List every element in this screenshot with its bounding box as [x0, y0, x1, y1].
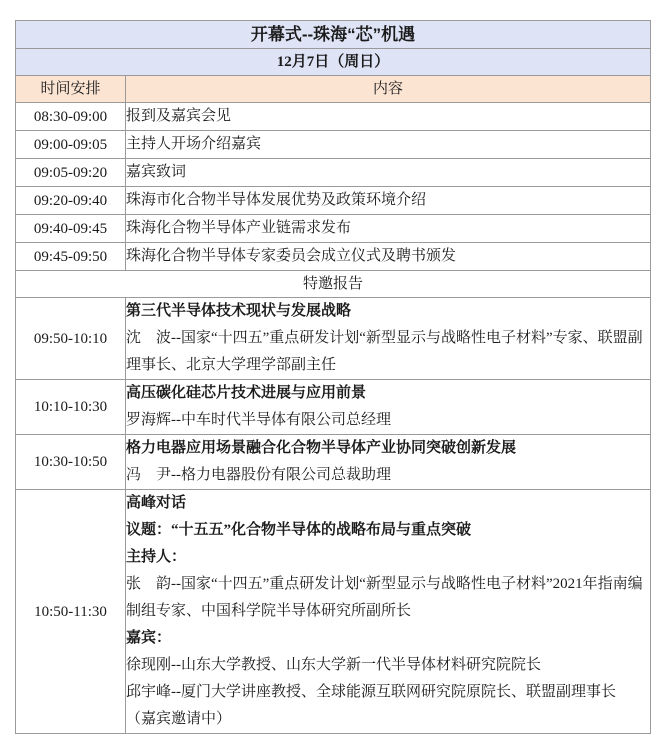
content-cell — [126, 243, 651, 271]
content-line: 冯 尹--格力电器股份有限公司总裁助理 — [126, 467, 391, 483]
column-header-row — [16, 76, 651, 103]
content-line: 珠海市化合物半导体发展优势及政策环境介绍 — [126, 192, 427, 208]
time-column-header: 时间安排 — [16, 76, 126, 103]
content-line: 珠海化合物半导体专家委员会成立仪式及聘书颁发 — [126, 248, 457, 264]
time-cell: 09:00-09:05 — [16, 131, 126, 159]
content-line: 主持人： — [126, 549, 187, 565]
schedule-row — [16, 435, 651, 490]
time-cell: 09:20-09:40 — [16, 187, 126, 215]
content-cell — [126, 159, 651, 187]
schedule-row — [16, 131, 651, 159]
time-cell: 09:50-10:10 — [16, 298, 126, 380]
date-label: 12月7日（周日） — [16, 49, 651, 76]
content-line: 高压碳化硅芯片技术进展与应用前景 — [126, 385, 367, 401]
content-line: 报到及嘉宾会见 — [126, 108, 232, 124]
section-row — [16, 271, 651, 298]
section-title: 特邀报告 — [16, 271, 651, 298]
content-line: 主持人开场介绍嘉宾 — [126, 136, 262, 152]
content-cell — [126, 215, 651, 243]
schedule-row — [16, 380, 651, 435]
content-line: 高峰对话 — [126, 495, 187, 511]
content-line: 徐现刚--山东大学教授、山东大学新一代半导体材料研究院院长 — [126, 657, 541, 673]
content-cell — [126, 380, 651, 435]
content-line: 邱宇峰--厦门大学讲座教授、全球能源互联网研究院原院长、联盟副理事长 — [126, 684, 616, 700]
schedule-row — [16, 187, 651, 215]
time-cell: 08:30-09:00 — [16, 103, 126, 131]
schedule-row — [16, 490, 651, 734]
content-line: 珠海化合物半导体产业链需求发布 — [126, 220, 352, 236]
content-cell — [126, 298, 651, 380]
content-cell — [126, 490, 651, 734]
content-column-header: 内容 — [126, 76, 651, 103]
content-line: 嘉宾致词 — [126, 164, 187, 180]
page-title: 开幕式--珠海“芯”机遇 — [16, 21, 651, 49]
title-row — [16, 21, 651, 49]
time-cell: 10:10-10:30 — [16, 380, 126, 435]
time-cell: 10:30-10:50 — [16, 435, 126, 490]
schedule-row — [16, 243, 651, 271]
schedule-row — [16, 215, 651, 243]
schedule-rows — [16, 103, 651, 734]
schedule-row — [16, 298, 651, 380]
time-cell: 10:50-11:30 — [16, 490, 126, 734]
content-line: 第三代半导体技术现状与发展战略 — [126, 303, 352, 319]
schedule-table — [15, 20, 651, 734]
content-line: （嘉宾邀请中） — [126, 711, 232, 727]
date-row — [16, 49, 651, 76]
schedule-row — [16, 103, 651, 131]
content-line: 张 韵--国家“十四五”重点研发计划“新型显示与战略性电子材料”2021年指南编制组专家、中国科学院半导体研究所副所长 — [126, 576, 643, 619]
content-line: 议题：“十五五”化合物半导体的战略布局与重点突破 — [126, 522, 472, 538]
content-cell — [126, 103, 651, 131]
time-cell: 09:05-09:20 — [16, 159, 126, 187]
content-cell — [126, 435, 651, 490]
content-line: 沈 波--国家“十四五”重点研发计划“新型显示与战略性电子材料”专家、联盟副理事长、北京大学理学部副主任 — [126, 330, 643, 373]
time-cell: 09:40-09:45 — [16, 215, 126, 243]
content-line: 罗海辉--中车时代半导体有限公司总经理 — [126, 412, 391, 428]
content-line: 嘉宾： — [126, 630, 172, 646]
content-line: 格力电器应用场景融合化合物半导体产业协同突破创新发展 — [126, 440, 517, 456]
content-cell — [126, 187, 651, 215]
time-cell: 09:45-09:50 — [16, 243, 126, 271]
schedule-row — [16, 159, 651, 187]
content-cell — [126, 131, 651, 159]
